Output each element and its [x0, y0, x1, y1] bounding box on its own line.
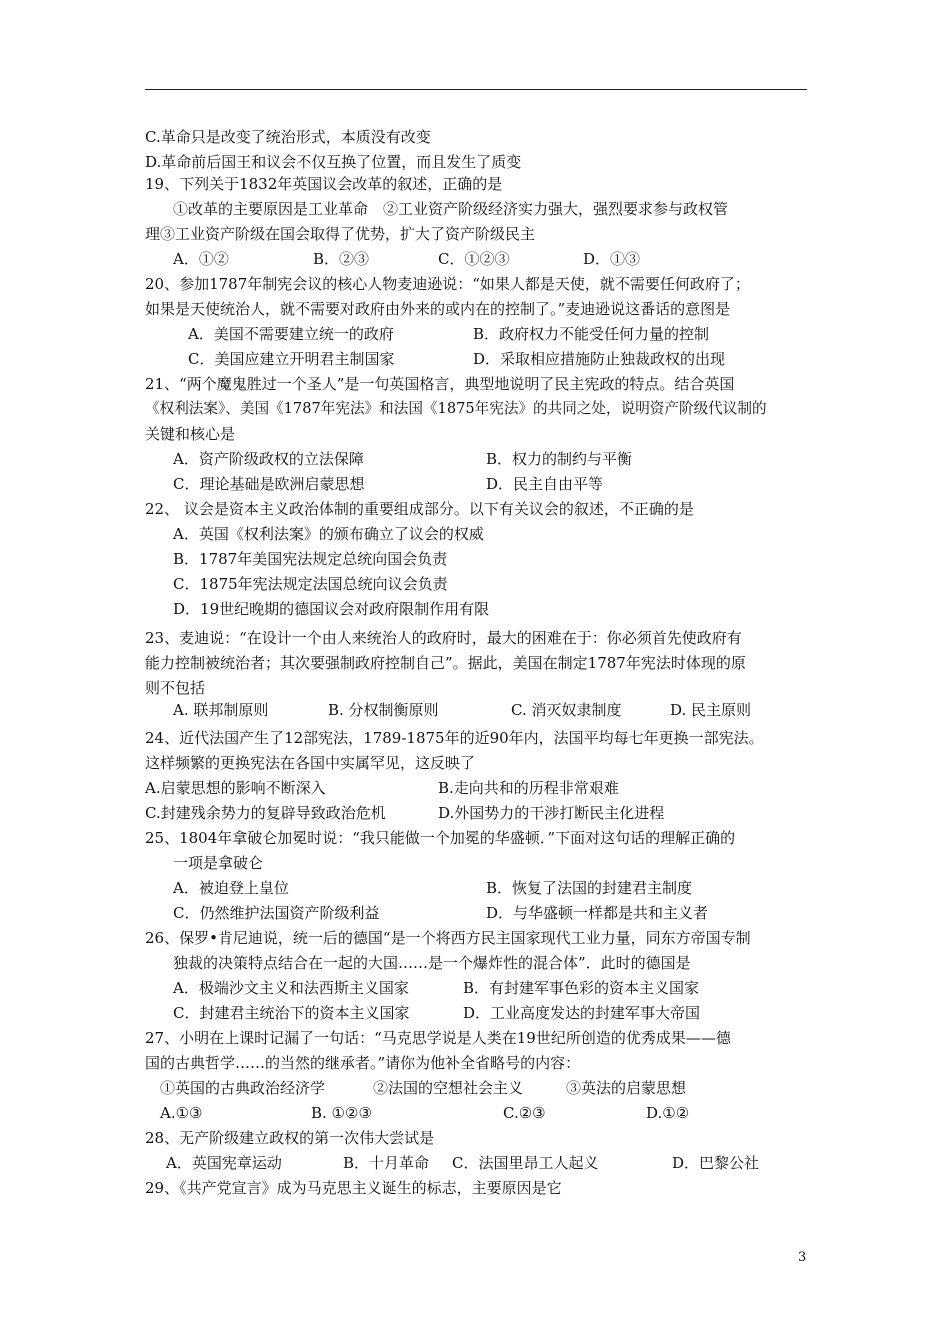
- q24-stem-line2: 这样频繁的更换宪法在各国中实属罕见，这反映了: [145, 754, 476, 772]
- q21-stem-line1: 21、“两个魔鬼胜过一个圣人”是一句英国格言，典型地说明了民主宪政的特点。结合英国: [145, 375, 735, 393]
- q26-option-a: A．极端沙文主义和法西斯主义国家: [173, 979, 409, 997]
- q28-option-a: A．英国宪章运动: [166, 1154, 282, 1172]
- page-number: 3: [798, 1250, 807, 1265]
- q19-option-d: D．①③: [583, 250, 641, 268]
- q22-stem: 22、 议会是资本主义政治体制的重要组成部分。以下有关议会的叙述，不正确的是: [145, 500, 694, 518]
- q21-option-d: D．民主自由平等: [486, 475, 604, 493]
- q21-stem-line3: 关键和核心是: [145, 425, 236, 443]
- q23-option-d: D. 民主原则: [670, 701, 752, 719]
- q23-option-b: B. 分权制衡原则: [328, 701, 439, 719]
- q21-option-c: C．理论基础是欧洲启蒙思想: [173, 475, 365, 493]
- q22-option-d: D．19世纪晚期的德国议会对政府限制作用有限: [173, 600, 490, 618]
- q26-stem-line2: 独裁的决策特点结合在一起的大国……是一个爆炸性的混合体”．此时的德国是: [173, 954, 691, 972]
- q28-option-d: D．巴黎公社: [672, 1154, 760, 1172]
- q20-stem-line1: 20、参加1787年制宪会议的核心人物麦迪逊说：“如果人都是天使，就不需要任何政府了；: [145, 275, 750, 293]
- q20-option-c: C．美国应建立开明君主制国家: [188, 350, 395, 368]
- q23-stem-line2: 能力控制被统治者；其次要强制政府控制自己”。据此，美国在制定1787年宪法时体现的原: [145, 654, 746, 672]
- q27-statement-3: ③英法的启蒙思想: [566, 1079, 687, 1097]
- q23-stem-line3: 则不包括: [145, 679, 206, 697]
- q29-stem: 29、《共产党宣言》成为马克思主义诞生的标志，主要原因是它: [145, 1179, 562, 1197]
- q20-option-a: A．美国不需要建立统一的政府: [188, 325, 394, 343]
- q24-stem-line1: 24、近代法国产生了12部宪法，1789-1875年的近90年内，法国平均每七年更换一部宪法。: [145, 729, 764, 747]
- q27-option-a: A.①③: [160, 1104, 203, 1122]
- q25-option-b: B．恢复了法国的封建君主制度: [486, 879, 693, 897]
- q20-option-b: B．政府权力不能受任何力量的控制: [473, 325, 710, 343]
- q18-option-c: C.革命只是改变了统治形式，本质没有改变: [145, 128, 431, 146]
- q19-option-c: C．①②③: [438, 250, 510, 268]
- q27-option-d: D.①②: [646, 1104, 690, 1122]
- q25-stem-line2: 一项是拿破仑: [173, 854, 264, 872]
- q25-stem-line1: 25、1804年拿破仑加冕时说：“我只能做一个加冕的华盛顿．”下面对这句话的理解正确的: [145, 829, 736, 847]
- q24-option-a: A.启蒙思想的影响不断深入: [145, 779, 326, 797]
- q26-option-d: D．工业高度发达的封建军事大帝国: [463, 1004, 701, 1022]
- q26-stem-line1: 26、保罗•肯尼迪说，统一后的德国“是一个将西方民主国家现代工业力量，同东方帝国专制: [145, 929, 751, 947]
- q24-option-b: B.走向共和的历程非常艰难: [438, 779, 619, 797]
- q27-option-c: C.②③: [503, 1104, 546, 1122]
- q22-option-b: B．1787年美国宪法规定总统向国会负责: [173, 550, 448, 568]
- q27-option-b: B. ①②③: [311, 1104, 372, 1122]
- q25-option-a: A．被迫登上皇位: [173, 879, 289, 897]
- q28-stem: 28、无产阶级建立政权的第一次伟大尝试是: [145, 1129, 435, 1147]
- q22-option-a: A．英国《权利法案》的颁布确立了议会的权威: [173, 525, 484, 543]
- q26-option-c: C．封建君主统治下的资本主义国家: [173, 1004, 410, 1022]
- q19-statement-line2: 理③工业资产阶级在国会取得了优势，扩大了资产阶级民主: [145, 225, 536, 243]
- q21-stem-line2: 《权利法案》、美国《1787年宪法》和法国《1875年宪法》的共同之处，说明资产阶级代议制的: [145, 400, 767, 417]
- q28-option-b: B．十月革命: [343, 1154, 430, 1172]
- q19-option-b: B．②③: [313, 250, 370, 268]
- q21-option-b: B．权力的制约与平衡: [486, 450, 633, 468]
- q20-stem-line2: 如果是天使统治人，就不需要对政府由外来的或内在的控制了。”麦迪逊说这番话的意图是: [145, 300, 731, 318]
- q24-option-c: C.封建残余势力的复辟导致政治危机: [145, 804, 386, 822]
- q22-option-c: C．1875年宪法规定法国总统向议会负责: [173, 575, 448, 593]
- q23-option-c: C. 消灭奴隶制度: [511, 701, 622, 719]
- q27-statement-2: ②法国的空想社会主义: [373, 1079, 524, 1097]
- q18-option-d: D.革命前后国王和议会不仅互换了位置，而且发生了质变: [145, 153, 522, 171]
- q25-option-c: C．仍然维护法国资产阶级利益: [173, 904, 380, 922]
- q21-option-a: A．资产阶级政权的立法保障: [173, 450, 364, 468]
- q23-stem-line1: 23、麦迪说：“在设计一个由人来统治人的政府时，最大的困难在于：你必须首先使政府有: [145, 629, 742, 647]
- q23-option-a: A. 联邦制原则: [173, 701, 269, 719]
- header-rule: [145, 89, 807, 90]
- q25-option-d: D．与华盛顿一样都是共和主义者: [486, 904, 709, 922]
- q27-stem-line2: 国的古典哲学……的当然的继承者。”请你为他补全省略号的内容：: [145, 1054, 581, 1072]
- q24-option-d: D.外国势力的干涉打断民主化进程: [438, 804, 665, 822]
- q27-stem-line1: 27、小明在上课时记漏了一句话：“马克思学说是人类在19世纪所创造的优秀成果——德: [145, 1029, 731, 1047]
- q27-statement-1: ①英国的古典政治经济学: [160, 1079, 326, 1097]
- q19-option-a: A．①②: [173, 250, 229, 268]
- q26-option-b: B．有封建军事色彩的资本主义国家: [463, 979, 700, 997]
- q20-option-d: D．采取相应措施防止独裁政权的出现: [473, 350, 726, 368]
- q19-statement-line1: ①改革的主要原因是工业革命 ②工业资产阶级经济实力强大，强烈要求参与政权管: [173, 200, 729, 218]
- q19-stem: 19、下列关于1832年英国议会改革的叙述，正确的是: [145, 175, 503, 193]
- q28-option-c: C．法国里昂工人起义: [452, 1154, 599, 1172]
